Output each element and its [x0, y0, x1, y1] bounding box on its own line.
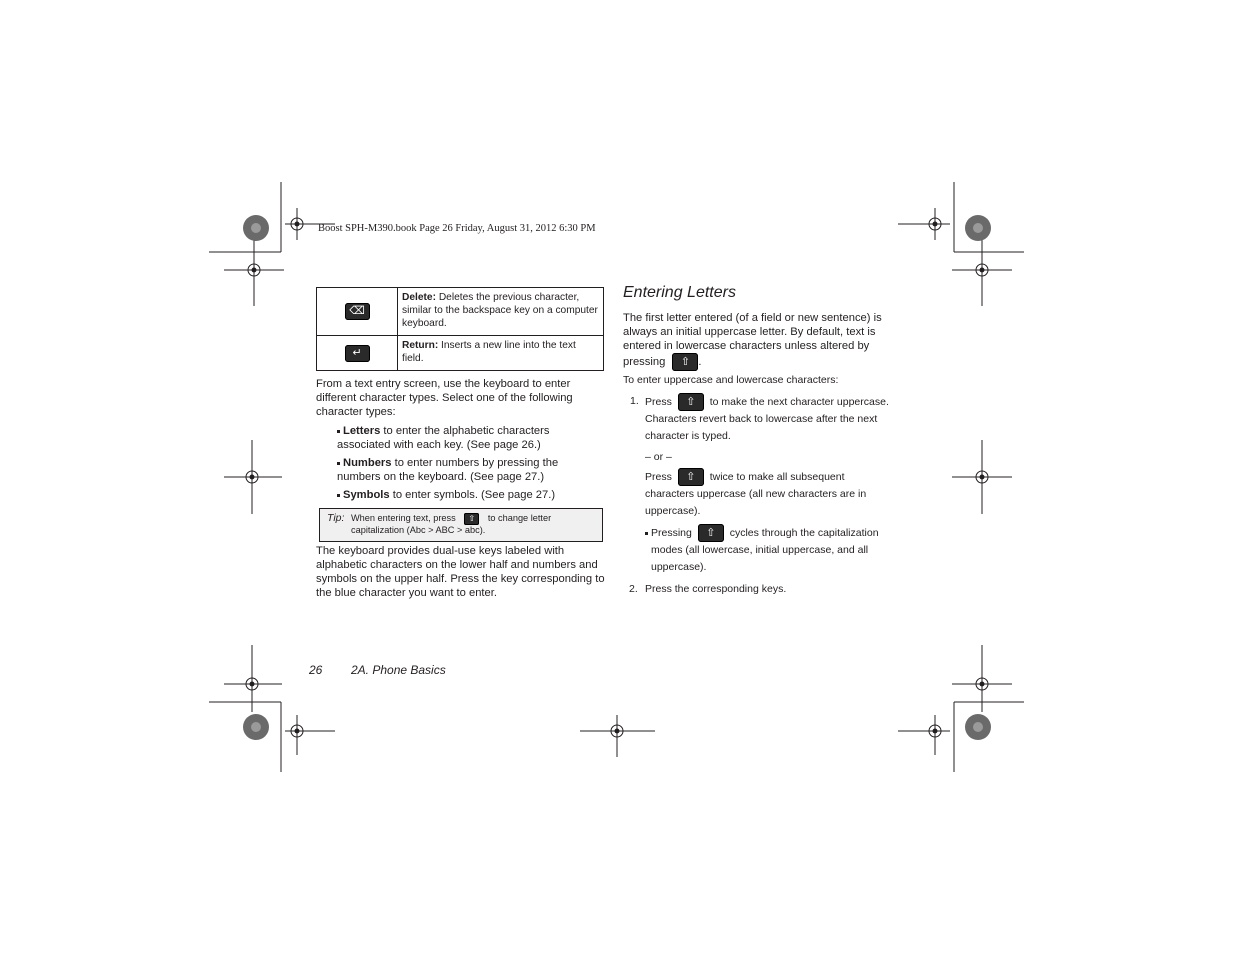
tip-text: capitalization (Abc > ABC > abc).: [351, 525, 486, 535]
step-1-alternative: Press ⇧ twice to make all subsequent characters uppercase (all new characters are in uppercase).: [645, 468, 915, 520]
section-heading: Entering Letters: [623, 284, 736, 301]
backspace-icon: ⌫: [345, 303, 370, 320]
shift-icon: ⇧: [678, 393, 704, 411]
bullet-icon: [337, 430, 340, 433]
intro-paragraph: From a text entry screen, use the keyboard to enter different character types. Select one of the following character types:: [316, 378, 573, 418]
shift-icon: ⇧: [672, 353, 698, 371]
list-item: Numbers to enter numbers by pressing the numbers on the keyboard. (See page 27.): [337, 457, 559, 483]
page-number: 26: [309, 663, 323, 677]
table-row: [317, 288, 604, 336]
bullet-icon: [337, 494, 340, 497]
shift-icon: ⇧: [698, 524, 724, 542]
term-return: Return:: [402, 340, 439, 351]
shift-icon: ⇧: [678, 468, 704, 486]
table-row: [317, 336, 604, 371]
tip-label: Tip:: [327, 512, 345, 524]
step-number: 2.: [629, 583, 638, 595]
lead-in: To enter uppercase and lowercase characters:: [623, 374, 839, 386]
book-header: Boost SPH-M390.book Page 26 Friday, August 31, 2012 6:30 PM: [318, 223, 596, 234]
tip-text: to change letter: [487, 513, 552, 523]
list-item: Pressing ⇧ cycles through the capitalization modes (all lowercase, initial uppercase, and all uppercase).: [645, 524, 915, 576]
step-number: 1.: [630, 395, 639, 407]
outro-paragraph: The keyboard provides dual-use keys labeled with alphabetic characters on the lower half and numbers and symbols on the upper half. Press the key corresponding to the blue character you want to enter.: [316, 545, 605, 599]
key-table: [316, 287, 604, 371]
delete-description: Deletes the previous character, similar to the backspace key on a computer keyboard.: [402, 292, 598, 329]
term-delete: Delete:: [402, 292, 436, 303]
section-title: 2A. Phone Basics: [351, 663, 446, 677]
tip-box: [319, 508, 603, 542]
paragraph: The first letter entered (of a field or new sentence) is always an initial uppercase letter. By default, text is entered in lowercase characters unless altered by pressing ⇧ .: [623, 311, 913, 371]
step-1: Press ⇧ to make the next character uppercase. Characters revert back to lowercase after the next character is typed.: [645, 393, 920, 445]
list-item: Letters to enter the alphabetic characters associated with each key. (See page 26.): [337, 425, 550, 451]
tip-text: When entering text, press: [351, 513, 456, 523]
shift-icon: ⇧: [464, 513, 479, 525]
return-icon: ↵: [345, 345, 370, 362]
bullet-icon: [645, 532, 648, 535]
bullet-icon: [337, 462, 340, 465]
step-2: Press the corresponding keys.: [645, 583, 787, 595]
list-item: Symbols to enter symbols. (See page 27.): [337, 488, 597, 502]
return-description: Inserts a new line into the text field.: [402, 340, 576, 364]
or-separator: – or –: [645, 451, 672, 463]
